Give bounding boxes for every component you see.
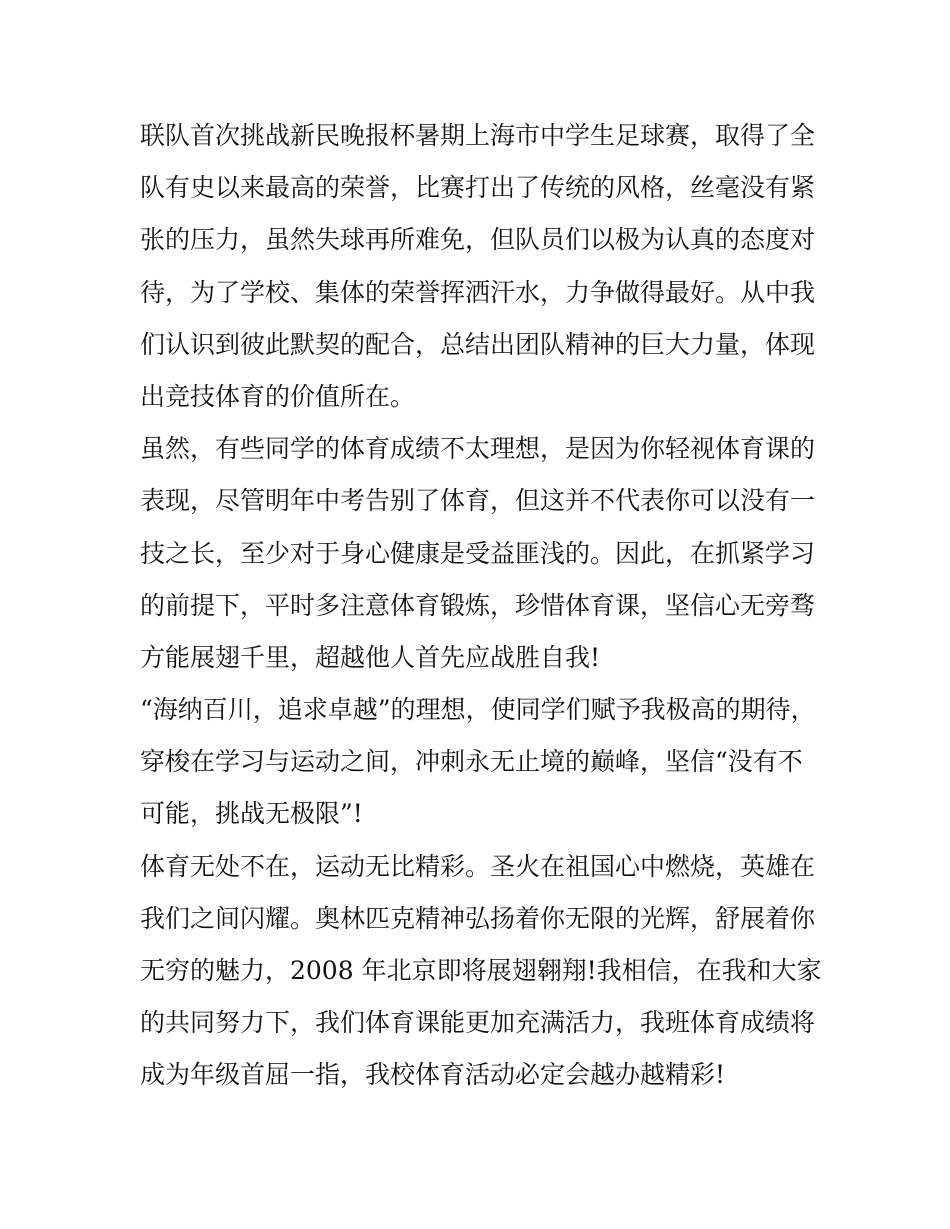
text-line: 我们之间闪耀。奥林匹克精神弘扬着你无限的光辉，舒展着你 (140, 903, 816, 933)
text-line: 张的压力，虽然失球再所难免，但队员们以极为认真的态度对 (140, 225, 816, 255)
text-line: 技之长，至少对于身心健康是受益匪浅的。因此，在抓紧学习 (140, 538, 816, 568)
paragraph-pe-grades (140, 423, 820, 684)
text-line: 无穷的魅力，2008 年北京即将展翅翱翔!我相信，在我和大家 (140, 956, 822, 985)
text-line: 联队首次挑战新民晚报杯暑期上海市中学生足球赛，取得了全 (140, 121, 816, 150)
paragraph-football-match (140, 110, 820, 423)
text-line: 可能，挑战无极限”! (140, 799, 363, 829)
paragraph-olympic-spirit (140, 841, 820, 1102)
text-line: 队有史以来最高的荣誉，比赛打出了传统的风格，丝毫没有紧 (140, 173, 816, 203)
text-line: 穿梭在学习与运动之间，冲刺永无止境的巅峰，坚信“没有不 (140, 747, 803, 777)
document-body (140, 110, 820, 1102)
text-line: 方能展翅千里，超越他人首先应战胜自我! (140, 642, 601, 672)
text-line: 表现，尽管明年中考告别了体育，但这并不代表你可以没有一 (140, 486, 816, 516)
text-line: 成为年级首屈一指，我校体育活动必定会越办越精彩! (140, 1060, 726, 1090)
text-line: “海纳百川，追求卓越”的理想，使同学们赋予我极高的期待， (140, 695, 816, 725)
text-line: 出竞技体育的价值所在。 (140, 381, 416, 411)
text-line: 的共同努力下，我们体育课能更加充满活力，我班体育成绩将 (140, 1008, 816, 1038)
text-line: 们认识到彼此默契的配合，总结出团队精神的巨大力量，体现 (140, 329, 816, 359)
text-line: 的前提下，平时多注意体育锻炼，珍惜体育课，坚信心无旁骛 (140, 590, 816, 620)
text-line: 体育无处不在，运动无比精彩。圣火在祖国心中燃烧，英雄在 (140, 851, 816, 881)
paragraph-motto (140, 684, 820, 841)
text-line: 虽然，有些同学的体育成绩不太理想，是因为你轻视体育课的 (140, 434, 816, 464)
text-line: 待，为了学校、集体的荣誉挥洒汗水，力争做得最好。从中我 (140, 277, 816, 307)
